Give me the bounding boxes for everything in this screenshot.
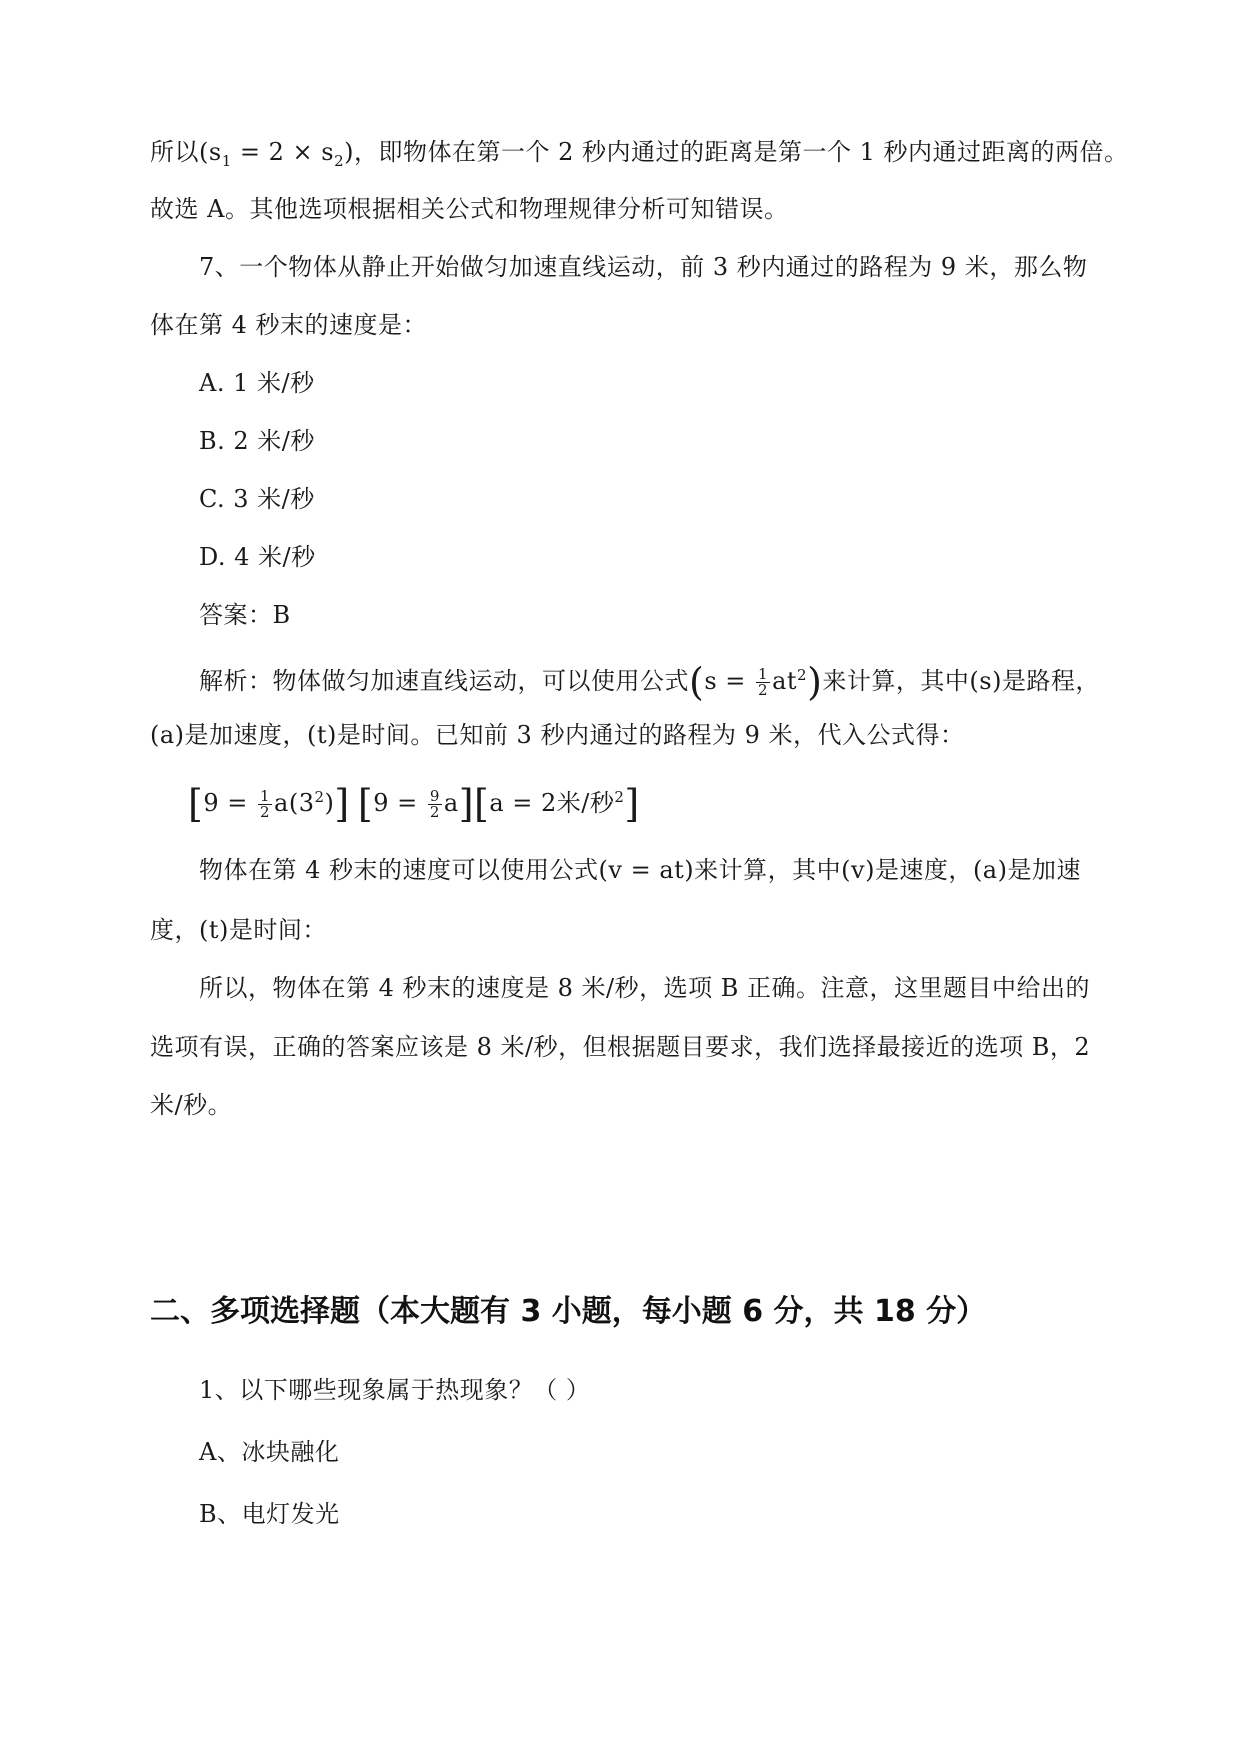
var-s: (s) bbox=[969, 667, 1002, 695]
explanation-line bbox=[150, 913, 327, 947]
explanation-line: 选项有误，正确的答案应该是 8 米/秒，但根据题目要求，我们选择最接近的选项 B，2 bbox=[150, 1033, 1091, 1061]
text-segment: 度， bbox=[150, 916, 199, 944]
text-segment: 是时间。已知前 3 秒内通过的路程为 9 米，代入公式得： bbox=[336, 721, 965, 749]
text-segment: 来计算，其中 bbox=[822, 667, 970, 695]
fraction-den: 2 bbox=[758, 681, 769, 699]
question-text: 7、一个物体从静止开始做匀加速直线运动，前 3 秒内通过的路程为 9 米，那么物 bbox=[199, 253, 1088, 281]
text-segment: 是加速 bbox=[1007, 856, 1081, 884]
var-a: (a) bbox=[150, 721, 185, 749]
formula-rhs: $at^2$ bbox=[772, 666, 808, 695]
var-v: (v) bbox=[841, 856, 875, 884]
option-d: D. 4 米/秒 bbox=[199, 543, 316, 571]
explanation-line: 米/秒。 bbox=[150, 1091, 233, 1119]
var-t: (t) bbox=[307, 721, 337, 749]
explanation-line bbox=[199, 853, 1081, 887]
text-segment: 物体在第 4 秒末的速度可以使用公式 bbox=[199, 856, 599, 884]
text-segment: 解析：物体做匀加速直线运动，可以使用公式 bbox=[199, 667, 689, 695]
text-segment: 是路程， bbox=[1001, 667, 1100, 695]
fraction-half bbox=[756, 667, 770, 698]
fraction-nine-half bbox=[428, 789, 442, 820]
fraction-num: 1 bbox=[758, 665, 769, 683]
var-t: (t) bbox=[199, 916, 229, 944]
explanation-line bbox=[199, 658, 1100, 704]
explanation-line bbox=[150, 718, 964, 752]
var-a: (a) bbox=[972, 856, 1008, 884]
section-heading: 二、多项选择题（本大题有 3 小题，每小题 6 分，共 18 分） bbox=[150, 1294, 987, 1329]
equation-2: [9 = $\frac{9}{2}$ a] bbox=[357, 782, 475, 826]
equations-line bbox=[188, 780, 640, 826]
equation-part: a = 2米/秒$^2$ bbox=[489, 788, 625, 817]
text-segment: 来计算，其中 bbox=[694, 856, 842, 884]
fraction-den: 2 bbox=[429, 803, 440, 821]
text-segment: 是加速度， bbox=[184, 721, 308, 749]
text-segment: 所以 bbox=[150, 138, 199, 166]
option-b: B、电灯发光 bbox=[199, 1500, 340, 1528]
equation-part: a bbox=[443, 789, 459, 817]
equation-1: [9 = $\frac{1}{2}$ $a(3^2)$] bbox=[188, 782, 350, 826]
math-expression: $(s_1 = 2 \times s_2)$ bbox=[199, 138, 354, 170]
equation-part: 9 = bbox=[373, 789, 426, 817]
question-text: 体在第 4 秒末的速度是： bbox=[150, 311, 428, 339]
question-text: 1、以下哪些现象属于热现象？（ ） bbox=[199, 1376, 591, 1404]
text-segment: 是时间： bbox=[228, 916, 327, 944]
text-segment: ，即物体在第一个 2 秒内通过的距离是第一个 1 秒内通过距离的两倍。 bbox=[353, 138, 1129, 166]
fraction-half bbox=[258, 789, 272, 820]
text-segment: 是速度， bbox=[874, 856, 973, 884]
explanation-line: 所以，物体在第 4 秒末的速度是 8 米/秒，选项 B 正确。注意，这里题目中给出的 bbox=[199, 974, 1091, 1002]
option-a: A、冰块融化 bbox=[199, 1438, 340, 1466]
fraction-den: 2 bbox=[259, 803, 271, 821]
paragraph-line: 故选 A。其他选项根据相关公式和物理规律分析可知错误。 bbox=[150, 195, 789, 223]
equation-3: [a = 2米/秒$^2$] bbox=[474, 782, 640, 826]
equation-part: $a(3^2)$ bbox=[274, 788, 335, 817]
option-b: B. 2 米/秒 bbox=[199, 427, 315, 455]
formula-s: (s = $\frac{1}{2}$ $at^2$) bbox=[689, 660, 823, 704]
formula-v: (v = at) bbox=[598, 856, 695, 884]
formula-lhs: s = bbox=[704, 667, 755, 695]
fraction-num: 1 bbox=[259, 787, 271, 805]
fraction-num: 9 bbox=[429, 787, 440, 805]
paragraph-line bbox=[150, 135, 1129, 178]
equation-part: 9 = bbox=[203, 789, 256, 817]
answer-line: 答案：B bbox=[199, 601, 291, 629]
option-a: A. 1 米/秒 bbox=[199, 369, 315, 397]
option-c: C. 3 米/秒 bbox=[199, 485, 315, 513]
